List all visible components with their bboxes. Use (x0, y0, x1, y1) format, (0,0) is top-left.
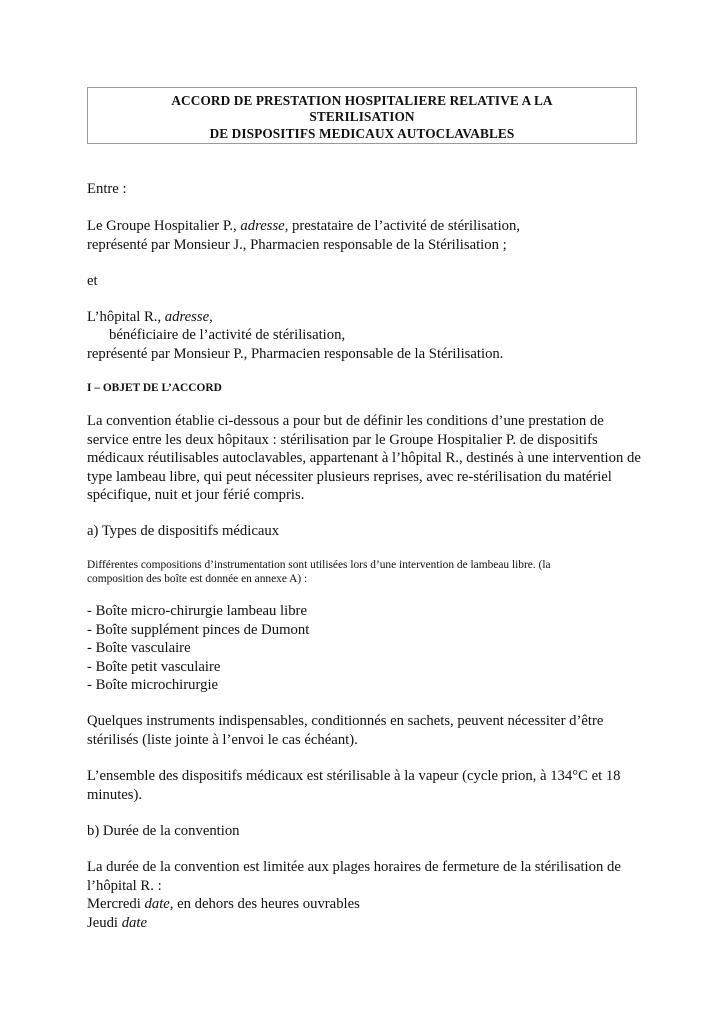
beneficiary-line (87, 308, 213, 326)
provider-address: adresse (240, 218, 285, 234)
subheading-duration: b) Durée de la convention (87, 823, 240, 839)
box-list-item: - Boîte micro-chirurgie lambeau libre (87, 603, 307, 619)
small-note-line: Différentes compositions d’instrumentation sont utilisées lors d’une intervention de lambeau libre. (la (87, 559, 551, 571)
provider-line (87, 217, 520, 235)
provider-role: , prestataire de l’activité de stérilisation, (284, 218, 521, 234)
beneficiary-role: bénéficiaire de l’activité de stérilisation, (109, 327, 346, 343)
instruments-line: Quelques instruments indispensables, conditionnés en sachets, peuvent nécessiter d’être (87, 713, 604, 729)
duration-line: La durée de la convention est limitée aux plages horaires de fermeture de la stérilisation de (87, 859, 621, 875)
and-text: et (87, 273, 98, 289)
box-list-item: - Boîte microchirurgie (87, 677, 219, 693)
paragraph-line: service entre les deux hôpitaux : stérilisation par le Groupe Hospitalier P. de dispositifs (87, 432, 598, 448)
box-list-item: - Boîte vasculaire (87, 640, 191, 656)
paragraph-line: La convention établie ci-dessous a pour but de définir les conditions d’une prestation de (87, 413, 604, 429)
beneficiary-address: adresse (164, 309, 210, 325)
wednesday-rest: , en dehors des heures ouvrables (169, 896, 360, 912)
beneficiary-name: L’hôpital R., (87, 309, 165, 325)
box-list-item: - Boîte petit vasculaire (87, 659, 221, 675)
title-line-2: STERILISATION (309, 109, 415, 124)
duration-line: l’hôpital R. : (87, 878, 162, 894)
steam-line: L’ensemble des dispositifs médicaux est stérilisable à la vapeur (cycle prion, à 134°C et 18 (87, 768, 621, 784)
section-heading-objet: I – OBJET DE L’ACCORD (87, 382, 222, 394)
box-list-item: - Boîte supplément pinces de Dumont (87, 622, 310, 638)
wednesday-line (87, 895, 360, 913)
title-line-3: DE DISPOSITIFS MEDICAUX AUTOCLAVABLES (209, 126, 515, 141)
paragraph-line: type lambeau libre, qui peut nécessiter plusieurs reprises, avec re-stérilisation du matériel (87, 469, 612, 485)
wednesday-date: date (144, 896, 170, 912)
thursday-date: date (121, 915, 147, 931)
wednesday-label: Mercredi (87, 896, 145, 912)
provider-representative: représenté par Monsieur J., Pharmacien responsable de la Stérilisation ; (87, 237, 507, 253)
intro-text: Entre : (87, 181, 127, 197)
instruments-line: stérilisés (liste jointe à l’envoi le cas échéant). (87, 732, 358, 748)
thursday-line (87, 914, 147, 932)
title-line-1: ACCORD DE PRESTATION HOSPITALIERE RELATIVE A LA (171, 93, 553, 108)
steam-line: minutes). (87, 787, 143, 803)
provider-name: Le Groupe Hospitalier P., (87, 218, 241, 234)
paragraph-line: spécifique, nuit et jour férié compris. (87, 487, 305, 503)
thursday-label: Jeudi (87, 915, 122, 931)
small-note-line: composition des boîte est donnée en annexe A) : (87, 573, 308, 585)
subheading-types: a) Types de dispositifs médicaux (87, 523, 280, 539)
beneficiary-representative: représenté par Monsieur P., Pharmacien responsable de la Stérilisation. (87, 346, 504, 362)
title-box (87, 87, 637, 144)
paragraph-line: médicaux réutilisables autoclavables, appartenant à l’hôpital R., destinés à une intervention de (87, 450, 641, 466)
beneficiary-comma: , (209, 309, 213, 325)
